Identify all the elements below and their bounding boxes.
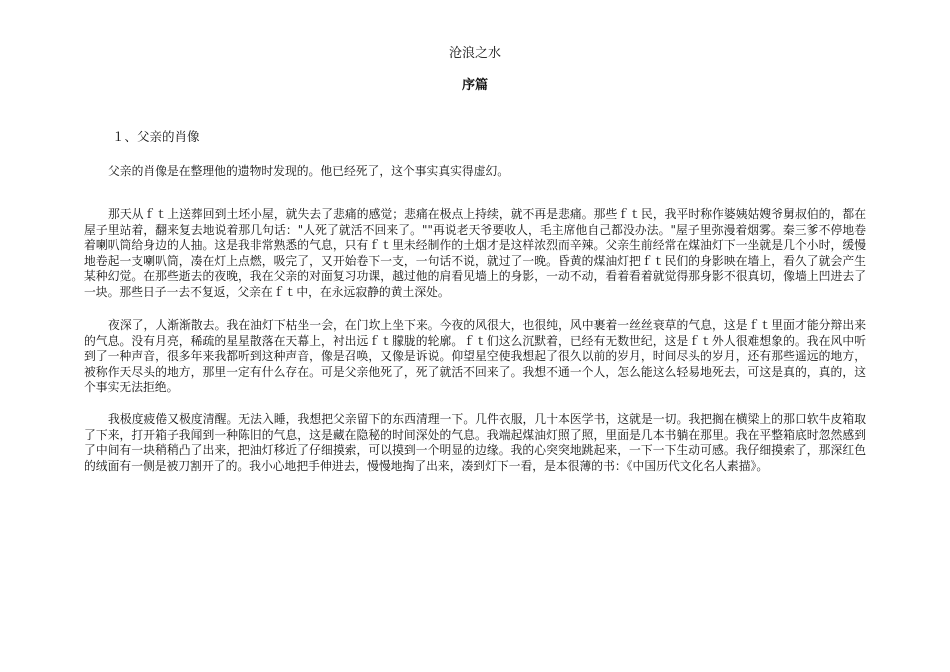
paragraph-3: 夜深了，人渐渐散去。我在油灯下枯坐一会，在门坎上坐下来。今夜的风很大，也很纯，风中裹着一丝丝衰草的气息，这是ｆｔ里面才能分辩出来的气息。没有月亮，稀疏的星星散落在天幕上，衬出远ｆｔ朦胧的轮廓。ｆｔ们这么沉默着，已经有无数世纪，这是ｆｔ外人很难想象的。我在风中听到了一种声音，很多年来我都听到这种声音，像是召唤，又像是诉说。仰望星空使我想起了很久以前的岁月，时间尽头的岁月，还有那些遥远的地方，被称作天尽头的地方，那里一定有什么存在。可是父亲他死了，死了就活不回来了。我想不通一个人，怎么能这么轻易地死去，可这是真的，真的，这个事实无法拒绝。 xyxy=(84,318,866,394)
paragraph-1: 父亲的肖像是在整理他的遗物时发现的。他已经死了，这个事实真实得虚幻。 xyxy=(108,164,510,178)
section-heading: １、父亲的肖像 xyxy=(112,129,200,144)
paragraph-2: 那天从ｆｔ上送葬回到土坯小屋，就失去了悲痛的感觉；悲痛在极点上持续，就不再是悲痛。那些ｆｔ民，我平时称作婆姨姑嫂爷舅叔伯的，都在屋子里站着，翻来复去地说着那几句话："人死了就活不回来了。""再说老天爷要收人，毛主席他自己都没办法。"屋子里弥漫着烟雾。秦三爹不停地卷着喇叭筒给身边的人抽。这是我非常熟悉的气息，只有ｆｔ里未经制作的土烟才是这样浓烈而辛辣。父亲生前经常在煤油灯下一坐就是几个小时，缓慢地卷起一支喇叭筒，凑在灯上点燃，吸完了，又开始卷下一支，一句话不说，就过了一晚。昏黄的煤油灯把ｆｔ民们的身影映在墙上，看久了就会产生某种幻觉。在那些逝去的夜晚，我在父亲的对面复习功课，越过他的肩看见墙上的身影，一动不动，看着看着就觉得那身影不很真切，像墙上凹进去了一块。那些日子一去不复返，父亲在ｆｔ中，在永远寂静的黄土深处。 xyxy=(84,207,866,299)
document-subtitle: 序篇 xyxy=(461,78,488,93)
paragraph-4: 我极度疲倦又极度清醒。无法入睡，我想把父亲留下的东西清理一下。几件衣服，几十本医学书，这就是一切。我把搁在横梁上的那口软牛皮箱取了下来，打开箱子我闻到一种陈旧的气息，这是藏在隐秘的时间深处的气息。我端起煤油灯照了照，里面是几本书躺在那里。我在平整箱底时忽然感到了中间有一块稍稍凸了出来，把油灯移近了仔细摸索，可以摸到一个明显的边缘。我的心突突地跳起来，一下一下生动可感。我仔细摸索了，那深红色的绒面有一侧是被刀割开了的。我小心地把手伸进去，慢慢地掏了出来，凑到灯下一看，是本很薄的书：《中国历代文化名人素描》。 xyxy=(84,412,866,473)
document-title: 沧浪之水 xyxy=(448,46,501,61)
